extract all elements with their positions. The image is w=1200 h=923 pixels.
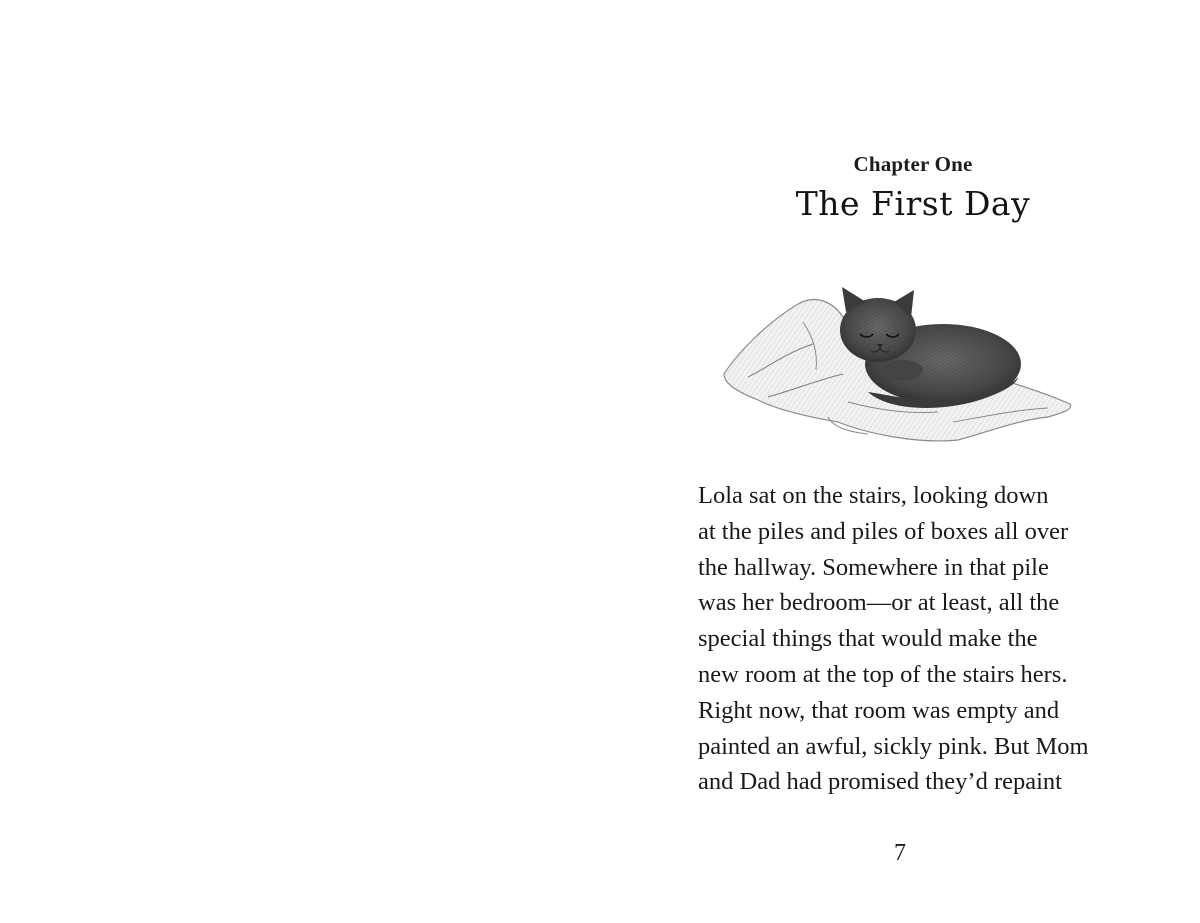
text-line: the hallway. Somewhere in that pile [698,553,1049,581]
sleeping-kitten-icon [718,282,1078,447]
text-line: at the piles and piles of boxes all over [698,517,1069,545]
chapter-label: Chapter One [853,152,973,176]
text-line: Lola sat on the stairs, looking down [698,482,1049,509]
right-page [600,0,1200,923]
text-line: Right now, that room was empty and [698,696,1060,724]
page-number: 7 [894,840,906,866]
text-line: special things that would make the [698,625,1038,653]
text-line: new room at the top of the stairs hers. [698,660,1068,688]
text-line: and Dad had promised they’d repaint [698,768,1062,796]
chapter-title: The First Day [795,184,1031,223]
text-line: was her bedroom—or at least, all the [698,589,1060,617]
chapter-body-text [698,478,1118,800]
kitten-illustration [718,282,1078,447]
text-line: painted an awful, sickly pink. But Mom [698,732,1089,760]
